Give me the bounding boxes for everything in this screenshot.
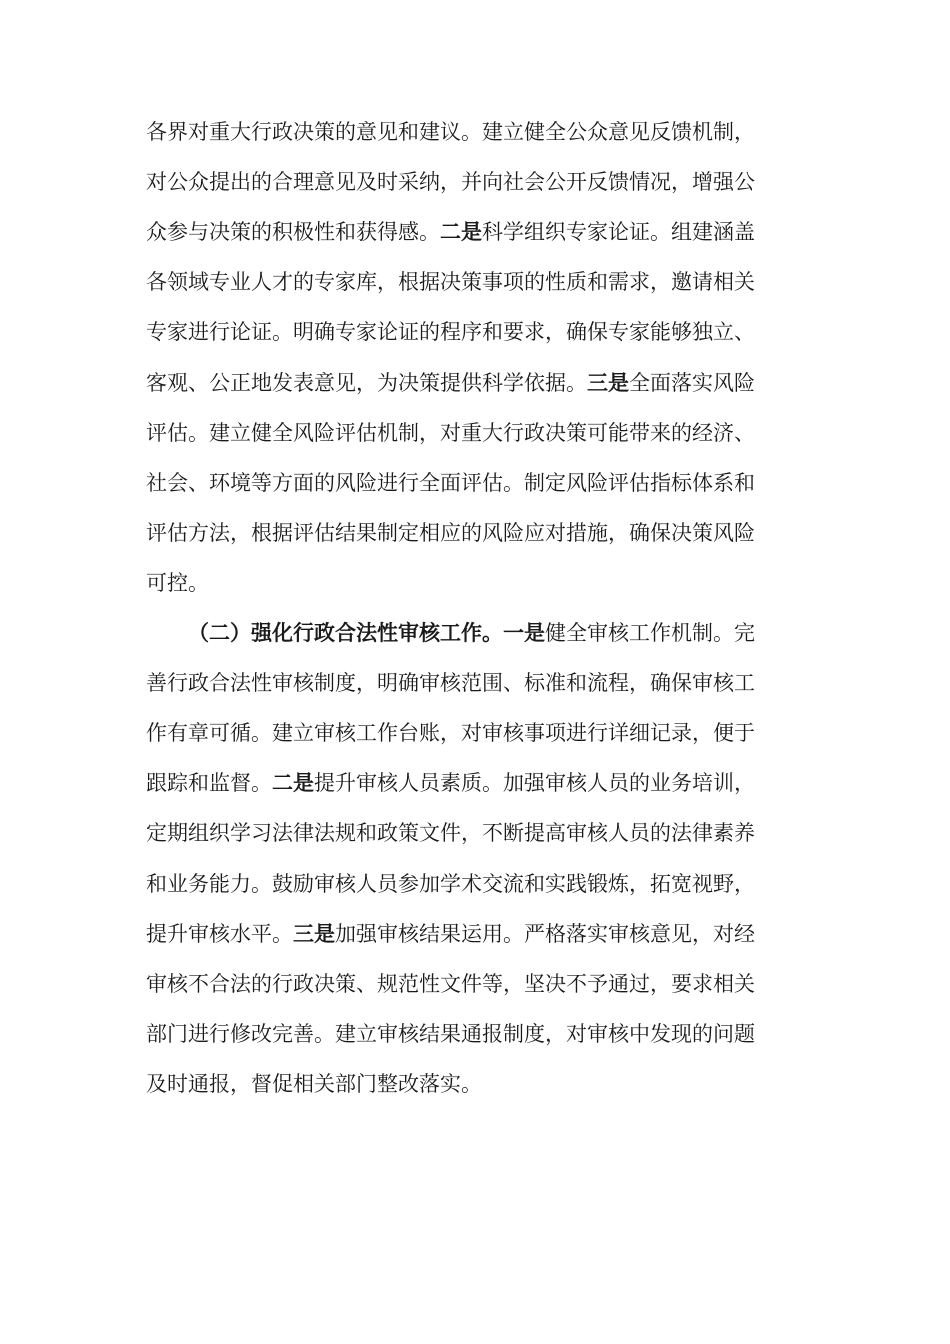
text-segment: 科学组织专家论证。组建涵盖 <box>482 220 755 245</box>
text-line <box>146 815 806 851</box>
text-line <box>146 214 806 250</box>
bold-text-segment: 三是 <box>587 369 629 395</box>
text-line <box>146 916 806 952</box>
text-line <box>146 415 806 451</box>
bold-text-segment: 一是 <box>503 620 545 645</box>
bold-text-segment: 二是 <box>440 219 482 245</box>
text-segment: 加强审核结果运用。严格落实审核意见，对经 <box>335 921 755 946</box>
text-segment: 客观、公正地发表意见，为决策提供科学依据。 <box>146 370 587 395</box>
text-line <box>146 465 806 501</box>
text-segment: 健全审核工作机制。完 <box>545 621 755 645</box>
bold-text-segment: （二）强化行政合法性审核工作。 <box>188 620 503 645</box>
text-line <box>146 114 806 150</box>
text-line <box>146 866 806 902</box>
text-segment: 各领域专业人才的专家库，根据决策事项的性质和需求，邀请相关 <box>146 270 755 295</box>
text-segment: 及时通报，督促相关部门整改落实。 <box>146 1071 482 1096</box>
bold-text-segment: 二是 <box>272 770 314 796</box>
text-segment: 评估。建立健全风险评估机制，对重大行政决策可能带来的经济、 <box>146 420 755 445</box>
text-segment: 社会、环境等方面的风险进行全面评估。制定风险评估指标体系和 <box>146 470 755 495</box>
text-segment: 部门进行修改完善。建立审核结果通报制度，对审核中发现的问题 <box>146 1021 755 1046</box>
text-segment: 跟踪和监督。 <box>146 771 272 796</box>
text-line <box>146 665 806 701</box>
text-line <box>146 264 806 300</box>
text-segment: 对公众提出的合理意见及时采纳，并向社会公开反馈情况，增强公 <box>146 170 755 195</box>
text-segment: 审核不合法的行政决策、规范性文件等，坚决不予通过，要求相关 <box>146 971 755 996</box>
bold-text-segment: 三是 <box>293 920 335 946</box>
text-line <box>146 314 806 350</box>
text-line <box>146 565 806 601</box>
text-line <box>146 1066 806 1102</box>
text-segment: 可控。 <box>146 570 209 595</box>
text-segment: 专家进行论证。明确专家论证的程序和要求，确保专家能够独立、 <box>146 320 755 345</box>
text-segment: 评估方法，根据评估结果制定相应的风险应对措施，确保决策风险 <box>146 520 755 545</box>
text-segment: 众参与决策的积极性和获得感。 <box>146 220 440 245</box>
text-line <box>146 715 806 751</box>
text-line <box>146 966 806 1002</box>
text-line <box>146 515 806 551</box>
text-line <box>146 765 806 801</box>
text-segment: 各界对重大行政决策的意见和建议。建立健全公众意见反馈机制， <box>146 120 755 144</box>
text-segment: 作有章可循。建立审核工作台账，对审核事项进行详细记录，便于 <box>146 721 755 746</box>
text-line <box>146 1016 806 1052</box>
text-segment: 定期组织学习法律法规和政策文件，不断提高审核人员的法律素养 <box>146 821 755 846</box>
text-segment: 善行政合法性审核制度，明确审核范围、标准和流程，确保审核工 <box>146 671 755 696</box>
text-segment: 提升审核人员素质。加强审核人员的业务培训， <box>314 771 755 796</box>
text-line <box>188 615 848 651</box>
text-segment: 全面落实风险 <box>629 370 755 395</box>
text-line <box>146 164 806 200</box>
text-line <box>146 365 806 401</box>
text-segment: 和业务能力。鼓励审核人员参加学术交流和实践锻炼，拓宽视野， <box>146 871 755 896</box>
text-segment: 提升审核水平。 <box>146 921 293 946</box>
